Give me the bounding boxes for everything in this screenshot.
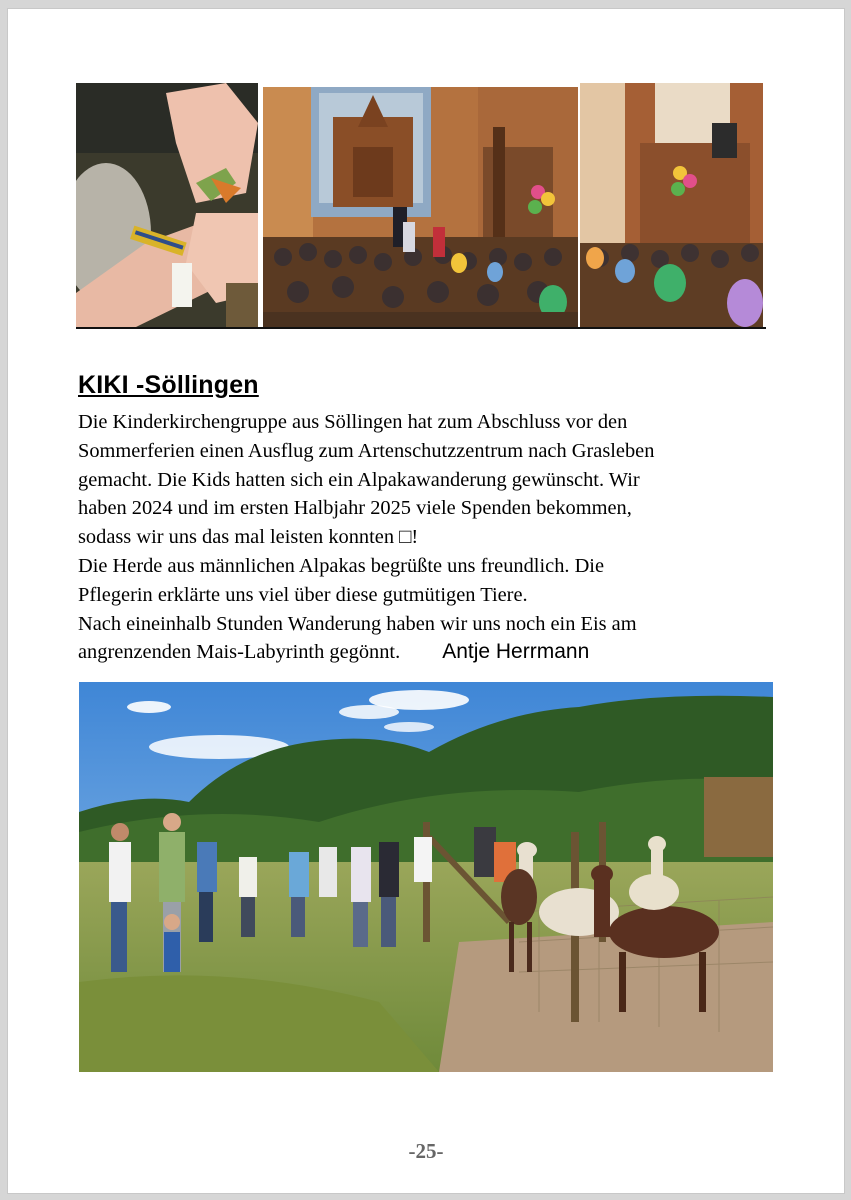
article-author: Antje Herrmann: [442, 640, 590, 664]
article-line: angrenzenden Mais-Labyrinth gegönnt.: [78, 641, 401, 664]
article-line: sodass wir uns das mal leisten konnten □!: [78, 526, 419, 549]
article-line: Die Kinderkirchengruppe aus Söllingen hat zum Abschluss vor den: [78, 411, 628, 433]
article-last-line: [78, 638, 778, 667]
article-body: [78, 408, 778, 667]
article-line: Sommerferien einen Ausflug zum Artenschutzzentrum nach Grasleben: [78, 439, 655, 462]
article-line: Pflegerin erklärte uns viel über diese gutmütigen Tiere.: [78, 583, 528, 606]
photo-wristband: [76, 83, 258, 327]
photo-church-balloons: [580, 83, 763, 327]
article-line: Die Herde aus männlichen Alpakas begrüßte uns freundlich. Die: [78, 554, 605, 577]
page-number: -25-: [408, 1139, 444, 1163]
photo-strip-rule: [76, 327, 766, 329]
article-heading: KIKI -Söllingen: [78, 371, 259, 399]
photo-church-service: [263, 87, 578, 327]
article-line: Nach eineinhalb Stunden Wanderung haben wir uns noch ein Eis am: [78, 612, 637, 635]
article-line: haben 2024 und im ersten Halbjahr 2025 viele Spenden bekommen,: [78, 497, 632, 520]
document-page: [7, 8, 845, 1194]
article-line: gemacht. Die Kids hatten sich ein Alpakawanderung gewünscht. Wir: [78, 468, 640, 491]
photo-alpaca-hike: [79, 682, 773, 1072]
